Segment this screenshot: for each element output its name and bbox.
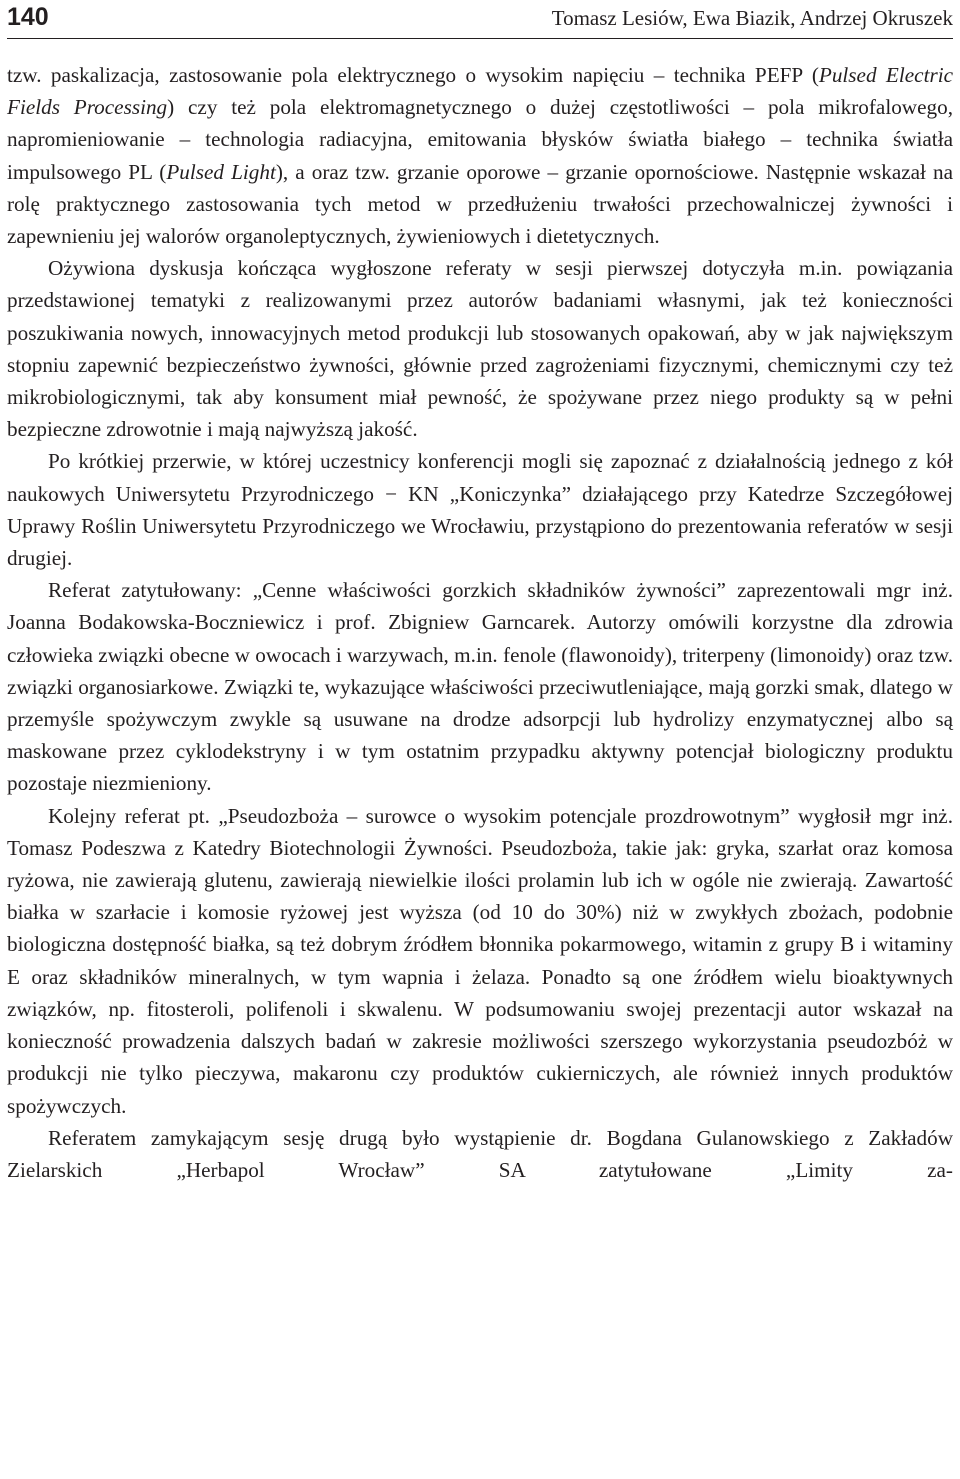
paragraph-2: Ożywiona dyskusja kończąca wygłoszone referaty w sesji pierwszej dotyczyła m.in. powiązania przedstawionej tematyki z realizowanymi przez autorów badaniami własnymi, jak też konieczności poszukiwania nowych, innowacyjnych metod produkcji lub stosowanych opakowań, aby w jak największym stopniu zapewnić bezpieczeństwo żywności, głównie przed zagrożeniami fizycznymi, chemicznymi czy też mikrobiologicznymi, tak aby konsument miał pewność, że spożywane przez niego produkty są w pełni bezpieczne zdrowotnie i mają najwyższą jakość. [7,256,953,442]
paragraph-1-text-start: tzw. paskalizacja, zastosowanie pola elektrycznego o wysokim napięciu – technika PEFP ( [7,63,819,87]
paragraph-1-italic-term-pefp: Pulsed Electric Fields Processing [7,63,953,120]
paragraph-1-italic-term-pulsed-light: Pulsed Light [166,159,276,184]
document-page [7,0,953,1479]
paragraph-6: Referatem zamykającym sesję drugą było wystąpienie dr. Bogdana Gulanowskiego z Zakładów Zielarskich „Herbapol Wrocław” SA zatytułowane „Limity za- [7,1125,953,1182]
paragraph-1-text-middle: ) czy też pola elektromagnetycznego o dużej częstotliwości – pola mikrofalowego, napromieniowanie – technologia radiacyjna, emitowania błysków światła białego – technika światła impulsowego PL ( [7,95,953,184]
running-header-authors: Tomasz Lesiów, Ewa Biazik, Andrzej Okruszek [551,6,953,30]
paragraph-3: Po krótkiej przerwie, w której uczestnicy konferencji mogli się zapoznać z działalnością jednego z kół naukowych Uniwersytetu Przyrodniczego − KN „Koniczynka” działającego przy Katedrze Szczegółowej Uprawy Roślin Uniwersytetu Przyrodniczego we Wrocławiu, przystąpiono do prezentowania referatów w sesji drugiej. [7,449,953,571]
paragraph-4: Referat zatytułowany: „Cenne właściwości gorzkich składników żywności” zaprezentowali mgr inż. Joanna Bodakowska-Boczniewicz i prof. Zbigniew Garncarek. Autorzy omówili korzystne dla zdrowia człowieka związki obecne w owocach i warzywach, m.in. fenole (flawonoidy), triterpeny (limonoidy) oraz tzw. związki organosiarkowe. Związki te, wykazujące właściwości przeciwutleniające, mają gorzki smak, dlatego w przemyśle spożywczym zwykle są usuwane na drodze adsorpcji lub hydrolizy enzymatycznej albo są maskowane przez cyklodekstryny i w tym ostatnim przypadku aktywny potencjał biologiczny produktu pozostaje niezmieniony. [7,578,953,796]
page-number: 140 [7,3,49,31]
paragraph-1 [7,59,953,252]
paragraph-5: Kolejny referat pt. „Pseudozboża – surowce o wysokim potencjale prozdrowotnym” wygłosił mgr inż. Tomasz Podeszwa z Katedry Biotechnologii Żywności. Pseudozboża, takie jak: gryka, szarłat oraz komosa ryżowa, nie zawierają glutenu, zawierają niewielkie ilości prolamin lub ich w ogóle nie zwierają. Zawartość białka w szarłacie i komosie ryżowej jest wyższa (od 10 do 30%) niż w zwykłych zbożach, podobnie biologiczna dostępność białka, są też dobrym źródłem błonnika pokarmowego, witamin z grupy B i witaminy E oraz składników mineralnych, w tym wapnia i żelaza. Ponadto są one źródłem wielu bioaktywnych związków, np. fitosteroli, polifenoli i skwalenu. W podsumowaniu swojej prezentacji autor wskazał na konieczność prowadzenia dalszych badań w zakresie możliwości szerszego wykorzystania pseudozbóż w produkcji nie tylko pieczywa, makaronu czy produktów cukierniczych, ale również innych produktów spożywczych. [7,803,953,1118]
paragraph-1-text-end: ), a oraz tzw. grzanie oporowe – grzanie opornościowe. Następnie wskazał na rolę praktycznego zastosowania tych metod w przedłużeniu trwałości przechowalniczej żywności i zapewnieniu jej walorów organoleptycznych, żywieniowych i dietetycznych. [7,159,954,249]
body-text [7,59,953,1186]
running-header [7,0,953,39]
